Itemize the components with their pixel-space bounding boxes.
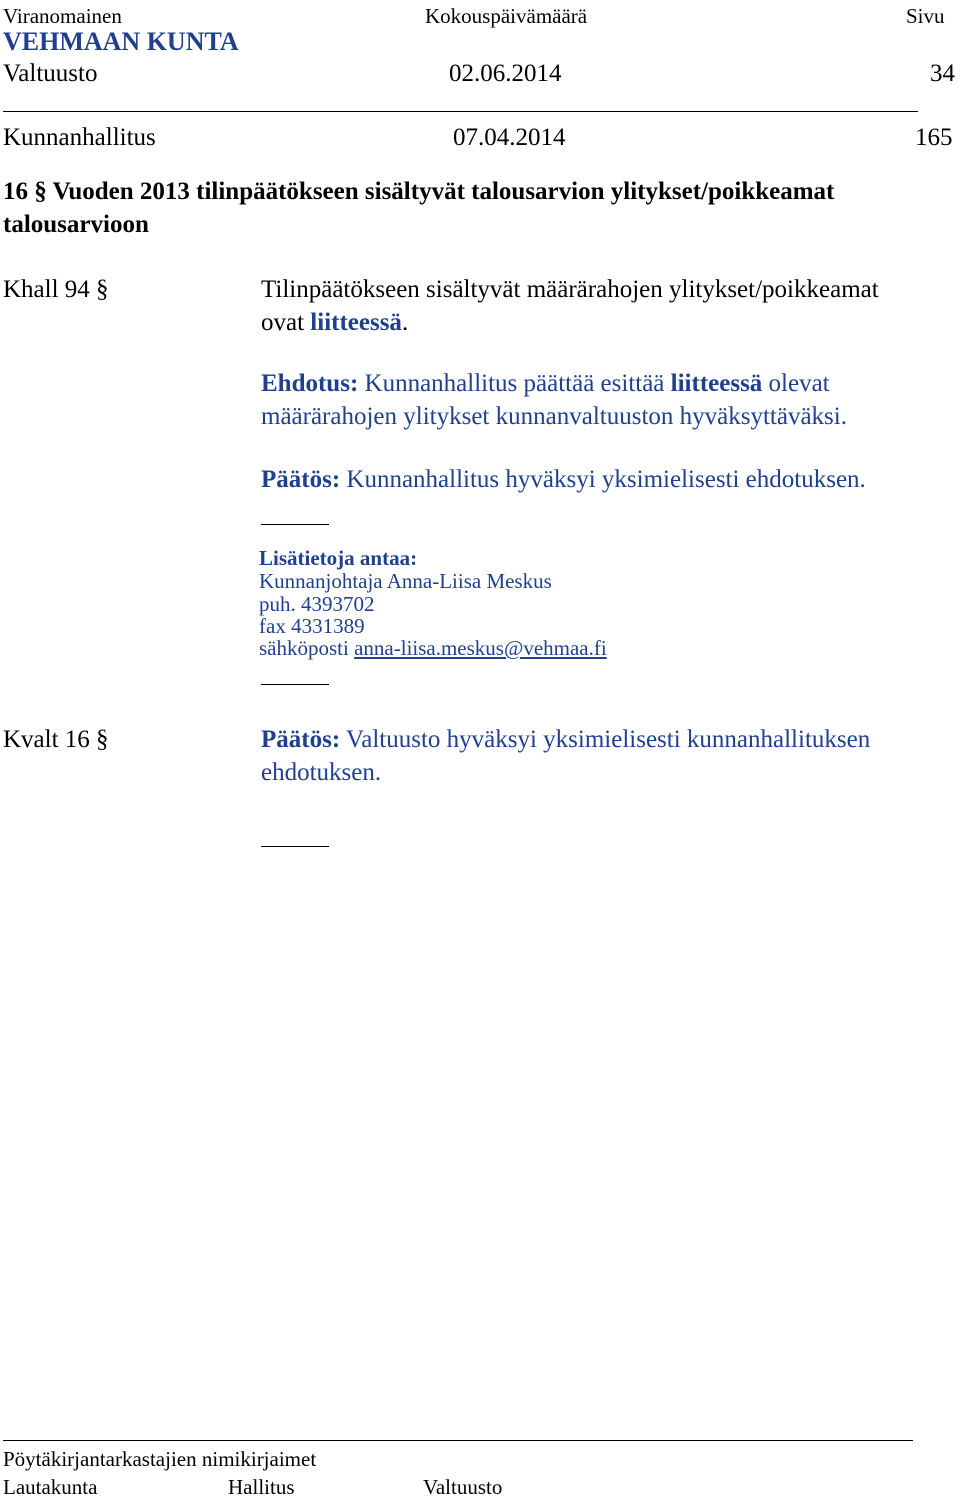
khall-intro-line-1: Tilinpäätökseen sisältyvät määrärahojen ylitykset/poikkeamat <box>261 276 879 303</box>
khall-decision-label: Päätös: <box>261 466 341 493</box>
info-fax: fax 4331389 <box>259 614 365 638</box>
attachment-reference: liitteessä <box>310 309 402 336</box>
email-link[interactable]: anna-liisa.meskus@vehmaa.fi <box>354 636 607 660</box>
section-symbol: § <box>34 178 47 205</box>
header-divider <box>3 111 918 112</box>
section-title-line-1 <box>3 178 834 206</box>
footer-column-council: Valtuusto <box>423 1475 503 1499</box>
khall-decision <box>261 466 866 494</box>
footer-column-government: Hallitus <box>228 1475 295 1499</box>
section-number: 16 <box>3 178 28 205</box>
header-label-page: Sivu <box>906 4 945 28</box>
info-email-row <box>259 636 607 660</box>
kvalt-ref-label: Kvalt 16 <box>3 726 90 753</box>
header-row-2-body: Kunnanhallitus <box>3 124 156 151</box>
info-label: Lisätietoja antaa: <box>259 546 418 570</box>
separator-2 <box>261 684 329 685</box>
khall-intro-suffix: . <box>401 309 409 336</box>
proposal-text-a: Kunnanhallitus päättää esittää <box>358 370 671 397</box>
header-row-1-page: 34 <box>930 60 955 87</box>
footer-divider <box>3 1440 913 1441</box>
kvalt-decision-line-2: ehdotuksen. <box>261 759 382 786</box>
proposal-line-1 <box>261 370 830 398</box>
footer-column-board: Lautakunta <box>3 1475 98 1499</box>
kvalt-decision-line-1 <box>261 726 870 754</box>
header-label-meeting-date: Kokouspäivämäärä <box>425 4 588 28</box>
proposal-text-b: olevat <box>762 370 830 397</box>
khall-symbol: § <box>96 276 109 303</box>
kvalt-reference <box>3 726 109 754</box>
separator-1 <box>261 524 329 525</box>
separator-3 <box>261 846 329 847</box>
header-row-1-body: Valtuusto <box>3 60 98 87</box>
organization-name: VEHMAAN KUNTA <box>3 27 239 56</box>
khall-reference <box>3 276 109 304</box>
section-title-line-2: talousarvioon <box>3 211 149 238</box>
info-contact-name: Kunnanjohtaja Anna-Liisa Meskus <box>259 569 552 593</box>
header-row-2-page: 165 <box>915 124 953 151</box>
header-label-authority: Viranomainen <box>3 4 122 28</box>
info-email-label: sähköposti <box>259 636 355 660</box>
footer-title: Pöytäkirjantarkastajien nimikirjaimet <box>3 1447 317 1471</box>
header-row-1-date: 02.06.2014 <box>449 60 562 87</box>
proposal-attachment-reference: liitteessä <box>670 370 763 397</box>
info-phone: puh. 4393702 <box>259 592 375 616</box>
proposal-line-2: määrärahojen ylitykset kunnanvaltuuston hyväksyttäväksi. <box>261 403 847 430</box>
kvalt-decision-text: Valtuusto hyväksyi yksimielisesti kunnanhallituksen <box>340 726 871 753</box>
khall-decision-text: Kunnanhallitus hyväksyi yksimielisesti ehdotuksen. <box>340 466 866 493</box>
khall-ref-label: Khall 94 <box>3 276 90 303</box>
proposal-label: Ehdotus: <box>261 370 359 397</box>
khall-intro-prefix: ovat <box>261 309 311 336</box>
kvalt-decision-label: Päätös: <box>261 726 341 753</box>
kvalt-symbol: § <box>96 726 109 753</box>
khall-intro-line-2 <box>261 309 408 337</box>
header-row-2-date: 07.04.2014 <box>453 124 566 151</box>
section-title: Vuoden 2013 tilinpäätökseen sisältyvät talousarvion ylitykset/poikkeamat <box>52 178 835 205</box>
